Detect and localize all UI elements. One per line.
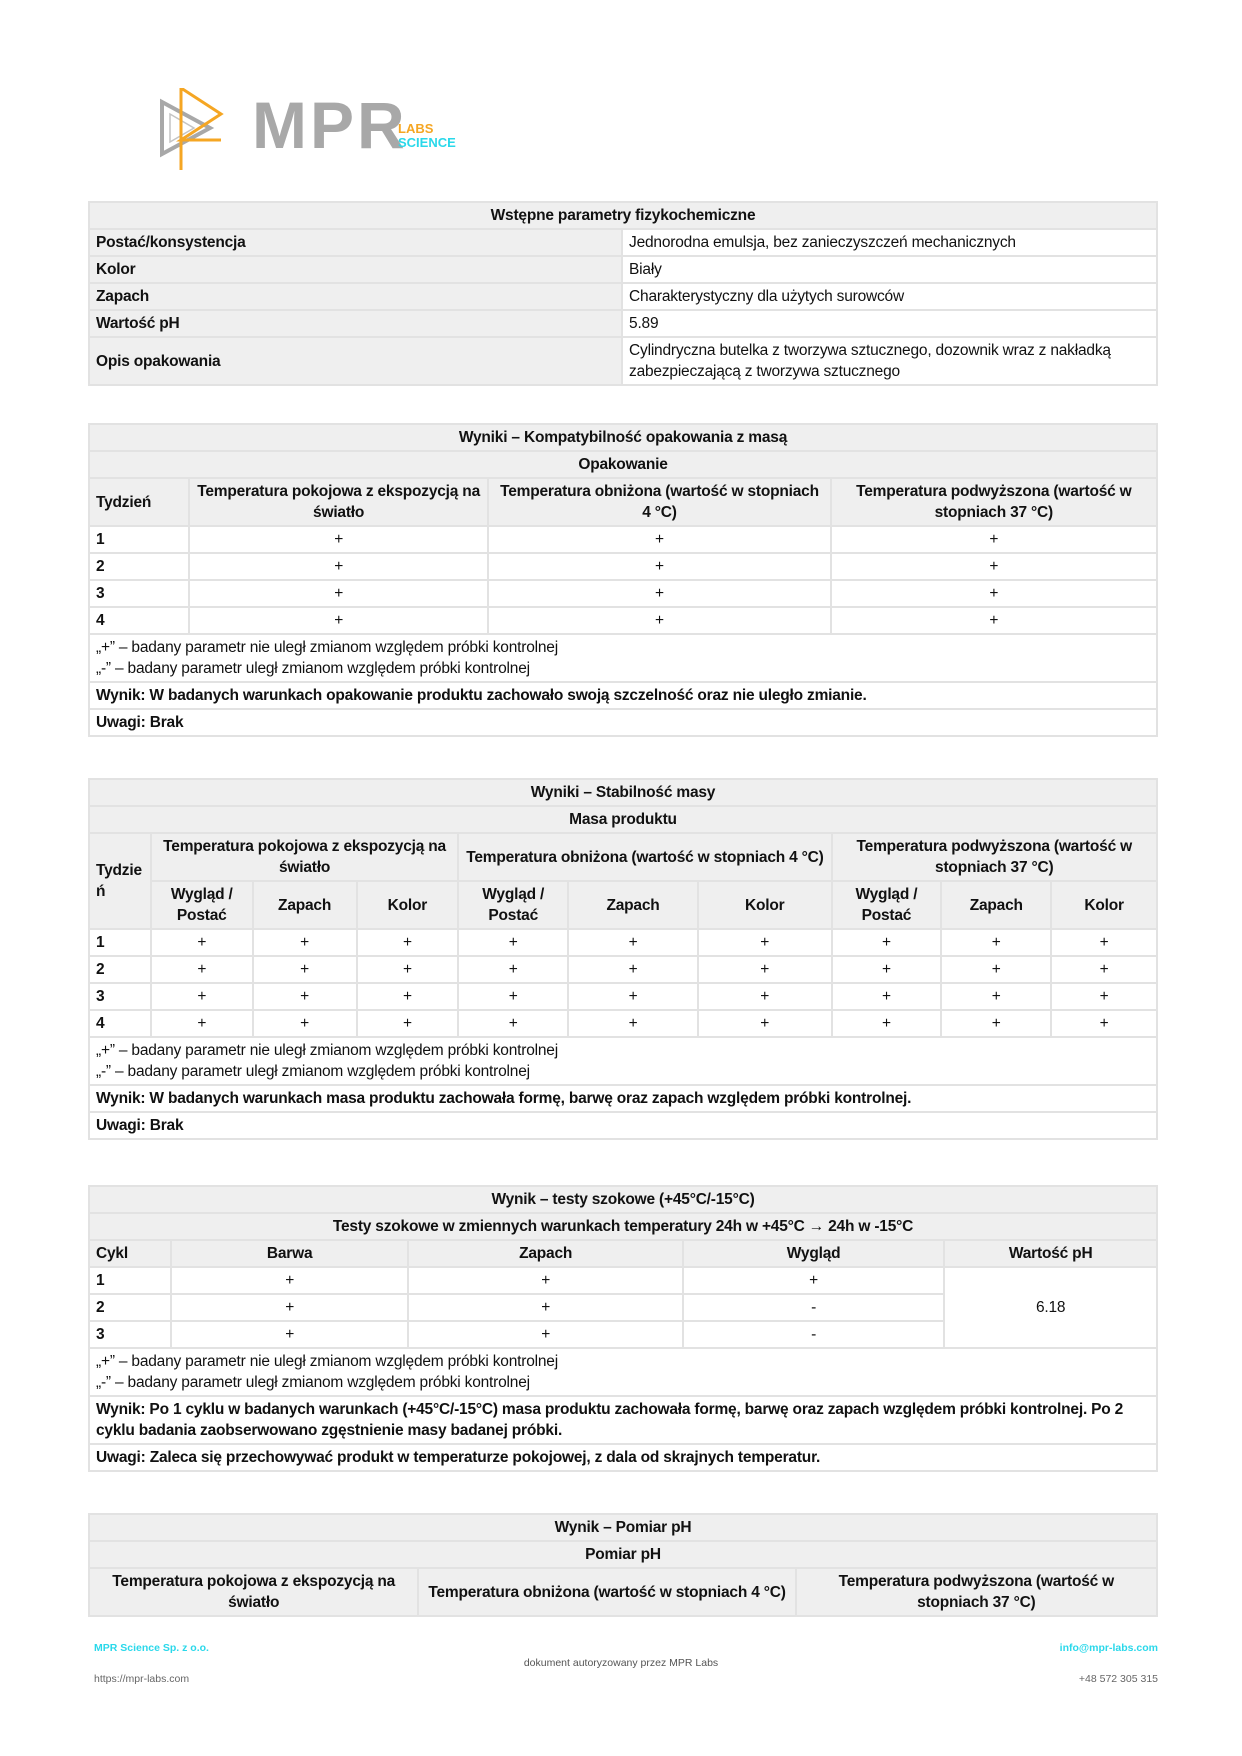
col-header: Wygląd / Postać (458, 881, 568, 929)
ph-subtitle: Pomiar pH (89, 1541, 1157, 1568)
group-header: Temperatura podwyższona (wartość w stopniach 37 °C) (832, 833, 1157, 881)
col-header: Wygląd / Postać (832, 881, 942, 929)
cell: + (941, 956, 1051, 983)
col-header: Kolor (1051, 881, 1157, 929)
param-label: Zapach (89, 283, 622, 310)
cell: + (1051, 1010, 1157, 1037)
col-header: Temperatura obniżona (wartość w stopniach 4 °C) (488, 478, 830, 526)
param-value: Biały (622, 256, 1157, 283)
footer-authorized: dokument autoryzowany przez MPR Labs (523, 1657, 719, 1669)
cell: 1 (89, 929, 151, 956)
cell: + (832, 983, 942, 1010)
param-label: Kolor (89, 256, 622, 283)
cell: + (357, 1010, 459, 1037)
compat-title: Wyniki – Kompatybilność opakowania z masą (89, 424, 1157, 451)
col-header: Temperatura podwyższona (wartość w stopniach 37 °C) (796, 1568, 1157, 1616)
notes-text: Uwagi: Zaleca się przechowywać produkt w temperaturze pokojowej, z dala od skrajnych temperatur. (89, 1444, 1157, 1471)
legend-plus: „+” – badany parametr nie uległ zmianom względem próbki kontrolnej (96, 1353, 558, 1370)
cell: + (683, 1267, 944, 1294)
col-header: Zapach (568, 881, 698, 929)
col-header: Kolor (698, 881, 832, 929)
table-row (89, 256, 1157, 283)
logo-labs: LABS (398, 121, 434, 136)
compat-table (88, 423, 1158, 737)
col-header: Wygląd (683, 1240, 944, 1267)
result-text: Wynik: Po 1 cyklu w badanych warunkach (+45°C/-15°C) masa produktu zachowała formę, barwę oraz zapach względem próbki kontrolnej. Po 2 cyklu badania zaobserwowano zgęstnienie masy badanej próbki. (89, 1396, 1157, 1444)
col-header: Temperatura podwyższona (wartość w stopniach 37 °C) (831, 478, 1157, 526)
cell: + (488, 553, 830, 580)
col-header: Cykl (89, 1240, 171, 1267)
legend-plus: „+” – badany parametr nie uległ zmianom względem próbki kontrolnej (96, 639, 558, 656)
cell: + (357, 929, 459, 956)
col-header: Temperatura pokojowa z ekspozycją na światło (89, 1568, 418, 1616)
col-header: Zapach (408, 1240, 682, 1267)
header-row (89, 1568, 1157, 1616)
ph-value: 6.18 (944, 1267, 1157, 1348)
cell: + (832, 1010, 942, 1037)
table-row (89, 580, 1157, 607)
legend (89, 1037, 1157, 1085)
shock-table (88, 1185, 1158, 1472)
table-row (89, 1010, 1157, 1037)
cell: + (568, 983, 698, 1010)
param-value: Cylindryczna butelka z tworzywa sztucznego, dozownik wraz z nakładką zabezpieczającą z tworzywa sztucznego (622, 337, 1157, 385)
cell: - (683, 1321, 944, 1348)
cell: + (831, 553, 1157, 580)
cell: + (698, 983, 832, 1010)
cell: + (171, 1267, 409, 1294)
col-header: Barwa (171, 1240, 409, 1267)
cell: + (189, 580, 488, 607)
col-header: Temperatura obniżona (wartość w stopniach 4 °C) (418, 1568, 795, 1616)
cell: + (408, 1321, 682, 1348)
stability-title: Wyniki – Stabilność masy (89, 779, 1157, 806)
legend (89, 1348, 1157, 1396)
param-label: Postać/konsystencja (89, 229, 622, 256)
logo-science: SCIENCE (398, 135, 456, 150)
col-header: Kolor (357, 881, 459, 929)
cell: + (357, 983, 459, 1010)
logo-wordmark: MPR (252, 88, 408, 162)
result-text: Wynik: W badanych warunkach masa produktu zachowała formę, barwę oraz zapach względem próbki kontrolnej. (89, 1085, 1157, 1112)
cell: + (458, 956, 568, 983)
cell: + (151, 983, 253, 1010)
legend-minus: „-” – badany parametr uległ zmianom względem próbki kontrolnej (96, 660, 530, 677)
footer-website-link[interactable]: https://mpr-labs.com (94, 1673, 190, 1685)
cell: + (151, 1010, 253, 1037)
table-row (89, 1267, 1157, 1294)
ph-title: Wynik – Pomiar pH (89, 1514, 1157, 1541)
param-value: 5.89 (622, 310, 1157, 337)
params-title: Wstępne parametry fizykochemiczne (89, 202, 1157, 229)
header-row (89, 478, 1157, 526)
cell: + (698, 929, 832, 956)
cell: + (941, 1010, 1051, 1037)
col-header: Wygląd / Postać (151, 881, 253, 929)
notes-text: Uwagi: Brak (89, 709, 1157, 736)
cell: + (488, 526, 830, 553)
table-row (89, 283, 1157, 310)
table-row (89, 929, 1157, 956)
col-header: Zapach (253, 881, 357, 929)
cell: + (151, 956, 253, 983)
cell: 3 (89, 983, 151, 1010)
notes-text: Uwagi: Brak (89, 1112, 1157, 1139)
stability-table (88, 778, 1158, 1140)
cell: + (832, 929, 942, 956)
cell: 4 (89, 1010, 151, 1037)
cell: + (189, 553, 488, 580)
cell: + (831, 580, 1157, 607)
shock-subtitle: Testy szokowe w zmiennych warunkach temperatury 24h w +45°C → 24h w -15°C (89, 1213, 1157, 1240)
cell: 1 (89, 1267, 171, 1294)
param-label: Opis opakowania (89, 337, 622, 385)
cell: + (253, 1010, 357, 1037)
col-header: Tydzień (89, 478, 189, 526)
col-header: Zapach (941, 881, 1051, 929)
cell: 2 (89, 553, 189, 580)
table-row (89, 229, 1157, 256)
company-logo (160, 88, 480, 170)
cell: + (151, 929, 253, 956)
cell: + (357, 956, 459, 983)
cell: + (253, 956, 357, 983)
cell: + (1051, 929, 1157, 956)
cell: + (941, 983, 1051, 1010)
cell: + (1051, 956, 1157, 983)
cell: 1 (89, 526, 189, 553)
cell: + (1051, 983, 1157, 1010)
legend-plus: „+” – badany parametr nie uległ zmianom względem próbki kontrolnej (96, 1042, 558, 1059)
table-row (89, 553, 1157, 580)
param-label: Wartość pH (89, 310, 622, 337)
cell: + (253, 983, 357, 1010)
header-row (89, 1240, 1157, 1267)
cell: + (458, 983, 568, 1010)
table-row (89, 526, 1157, 553)
cell: + (698, 1010, 832, 1037)
ph-table (88, 1513, 1158, 1617)
cell: 3 (89, 580, 189, 607)
cell: + (488, 607, 830, 634)
cell: + (488, 580, 830, 607)
cell: + (568, 956, 698, 983)
cell: + (171, 1321, 409, 1348)
cell: 2 (89, 1294, 171, 1321)
cell: + (941, 929, 1051, 956)
footer-email-link[interactable]: info@mpr-labs.com (1059, 1642, 1158, 1654)
subheader-row (89, 881, 1157, 929)
col-header: Tydzień (89, 833, 151, 929)
param-value: Charakterystyczny dla użytych surowców (622, 283, 1157, 310)
result-text: Wynik: W badanych warunkach opakowanie produktu zachowało swoją szczelność oraz nie uległo zmianie. (89, 682, 1157, 709)
legend-minus: „-” – badany parametr uległ zmianom względem próbki kontrolnej (96, 1063, 530, 1080)
params-table (88, 201, 1158, 386)
col-header: Temperatura pokojowa z ekspozycją na światło (189, 478, 488, 526)
cell: + (189, 526, 488, 553)
cell: + (832, 956, 942, 983)
header-row (89, 833, 1157, 881)
legend-minus: „-” – badany parametr uległ zmianom względem próbki kontrolnej (96, 1374, 530, 1391)
col-header: Wartość pH (944, 1240, 1157, 1267)
cell: + (458, 929, 568, 956)
group-header: Temperatura pokojowa z ekspozycją na światło (151, 833, 458, 881)
group-header: Temperatura obniżona (wartość w stopniach 4 °C) (458, 833, 831, 881)
cell: + (698, 956, 832, 983)
legend (89, 634, 1157, 682)
table-row (89, 983, 1157, 1010)
table-row (89, 310, 1157, 337)
cell: + (408, 1294, 682, 1321)
cell: + (458, 1010, 568, 1037)
cell: - (683, 1294, 944, 1321)
cell: + (831, 526, 1157, 553)
cell: 2 (89, 956, 151, 983)
cell: 3 (89, 1321, 171, 1348)
table-row (89, 337, 1157, 385)
param-value: Jednorodna emulsja, bez zanieczyszczeń mechanicznych (622, 229, 1157, 256)
cell: + (831, 607, 1157, 634)
cell: + (568, 1010, 698, 1037)
cell: + (189, 607, 488, 634)
logo-mark-icon (160, 88, 240, 170)
cell: 4 (89, 607, 189, 634)
cell: + (408, 1267, 682, 1294)
cell: + (171, 1294, 409, 1321)
compat-subtitle: Opakowanie (89, 451, 1157, 478)
footer-phone: +48 572 305 315 (1078, 1673, 1158, 1685)
shock-title: Wynik – testy szokowe (+45°C/-15°C) (89, 1186, 1157, 1213)
footer-company: MPR Science Sp. z o.o. (94, 1642, 209, 1654)
stability-subtitle: Masa produktu (89, 806, 1157, 833)
table-row (89, 956, 1157, 983)
cell: + (568, 929, 698, 956)
table-row (89, 607, 1157, 634)
cell: + (253, 929, 357, 956)
